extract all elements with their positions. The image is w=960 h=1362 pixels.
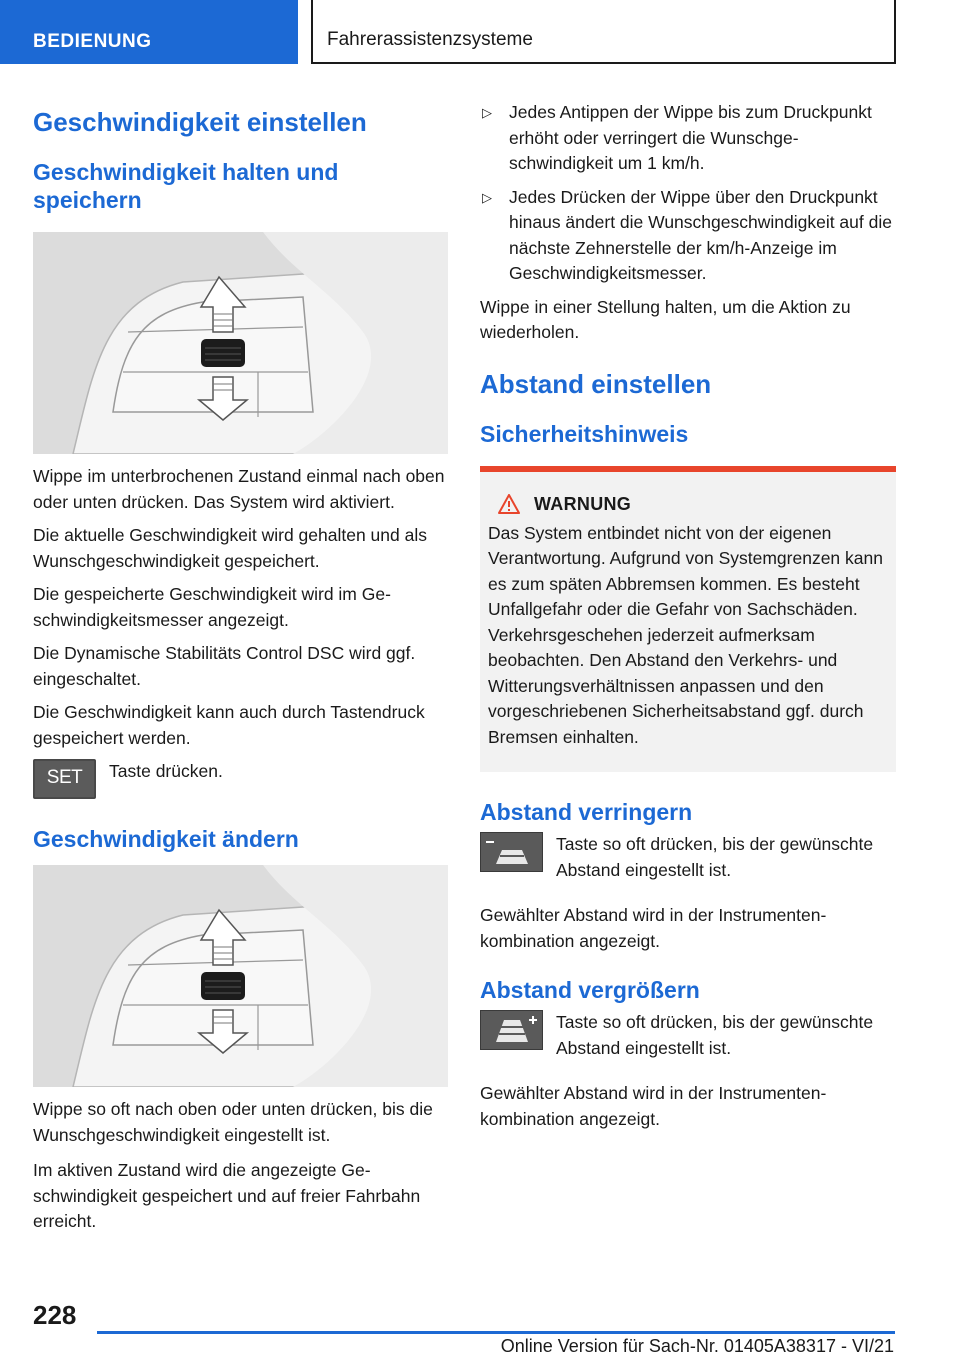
list-item	[480, 185, 896, 287]
decrease-distance-row	[480, 832, 896, 883]
text-decrease-note: Gewählter Abstand wird in der Instrumentenkombination angezeigt.	[480, 905, 827, 951]
triangle-bullet-icon: ▷	[482, 105, 492, 120]
text-increase-note: Gewählter Abstand wird in der Instrumentenkombination angezeigt.	[480, 1083, 827, 1129]
warning-header	[498, 494, 886, 515]
bullet-text: Jedes Antippen der Wippe bis zum Druckpunkt erhöht oder verringert die Wunschgeschwindigkeit um 1 km/h.	[509, 102, 872, 173]
heading-hold-speed: Geschwindigkeit halten und speichern	[33, 159, 339, 213]
warning-label: WARNUNG	[534, 493, 632, 514]
chapter-tab	[311, 0, 896, 64]
warning-triangle-icon	[498, 494, 520, 514]
warning-text: Das System entbindet nicht von der eigenen Verantwortung. Aufgrund von Systemgrenzen kann es zum späten Abbremsen kommen. Es besteht Unfallgefahr oder die Gefahr von Sachschäden. Verkehrsgeschehen jederzeit aufmerksam beobachten. Den Abstand den Verkehrs- und Witterungsverhältnissen anpassen und den vorgeschriebenen Sicherheitsabstand ggf. durch Bremsen einhalten.	[488, 522, 883, 747]
text-speedometer-display: Die gespeicherte Geschwindigkeit wird im Geschwindigkeitsmesser angezeigt.	[33, 584, 391, 630]
text-decrease-distance: Taste so oft drücken, bis der gewünschte Abstand eingestellt ist.	[556, 834, 874, 880]
steering-wheel-rocker-image	[33, 232, 448, 454]
section-title: BEDIENUNG	[33, 31, 152, 52]
heading-speed-settings: Geschwindigkeit einstellen	[33, 107, 367, 137]
distance-minus-graphic	[480, 832, 543, 872]
text-dsc-note: Die Dynamische Stabilitäts Control DSC wird ggf. eingeschaltet.	[33, 643, 416, 689]
set-button-icon	[33, 759, 96, 799]
heading-change-speed: Geschwindigkeit ändern	[33, 826, 299, 852]
text-speed-held: Die aktuelle Geschwindigkeit wird gehalten und als Wunschgeschwindigkeit gespeichert.	[33, 525, 427, 571]
text-increase-distance: Taste so oft drücken, bis der gewünschte Abstand eingestellt ist.	[556, 1012, 874, 1058]
rocker-switch-illustration-2	[33, 865, 448, 1087]
heading-decrease-distance: Abstand verringern	[480, 799, 693, 825]
decrease-distance-icon	[480, 832, 543, 872]
bullet-text: Jedes Drücken der Wippe über den Druckpunkt hinaus ändert die Wunschgeschwindigkeit auf die nächste Zehnerstelle der km/h-Anzeige im Geschwindigkeitsmesser.	[509, 186, 892, 283]
right-column	[480, 100, 896, 1132]
left-column	[33, 96, 448, 1235]
set-button-row	[33, 759, 448, 799]
text-active-state: Im aktiven Zustand wird die angezeigte Geschwindigkeit gespeichert und auf freier Fahrbahn erreicht.	[33, 1160, 421, 1231]
set-icon-label: SET	[46, 767, 83, 788]
text-press-set: Taste drücken.	[109, 761, 223, 781]
footer-version: Online Version für Sach-Nr. 01405A38317 - VI/21	[500, 1336, 894, 1356]
increase-distance-row	[480, 1010, 896, 1061]
chapter-title: Fahrerassistenzsysteme	[327, 29, 533, 50]
rocker-steps-list	[480, 100, 896, 287]
footer-divider	[97, 1331, 895, 1334]
text-hold-rocker: Wippe in einer Stellung halten, um die Aktion zu wiederholen.	[480, 296, 851, 342]
increase-distance-icon	[480, 1010, 543, 1050]
list-item	[480, 100, 896, 177]
section-tab	[0, 0, 298, 64]
text-rocker-repeat: Wippe so oft nach oben oder unten drücken, bis die Wunschgeschwindigkeit eingestellt ist.	[33, 1099, 433, 1145]
heading-distance-settings: Abstand einstellen	[480, 368, 712, 399]
text-rocker-activation: Wippe im unterbrochenen Zustand einmal nach oben oder unten drücken. Das System wird aktiviert.	[33, 466, 445, 512]
heading-increase-distance: Abstand vergrößern	[480, 977, 700, 1003]
page-number: 228	[33, 1300, 77, 1330]
warning-box	[480, 466, 896, 773]
rocker-switch-illustration	[33, 232, 448, 454]
text-button-save: Die Geschwindigkeit kann auch durch Tastendruck gespeichert werden.	[33, 702, 425, 748]
heading-safety-note: Sicherheitshinweis	[480, 420, 689, 447]
steering-wheel-rocker-image-2	[33, 865, 448, 1087]
triangle-bullet-icon: ▷	[482, 189, 492, 205]
distance-plus-graphic	[480, 1010, 543, 1050]
